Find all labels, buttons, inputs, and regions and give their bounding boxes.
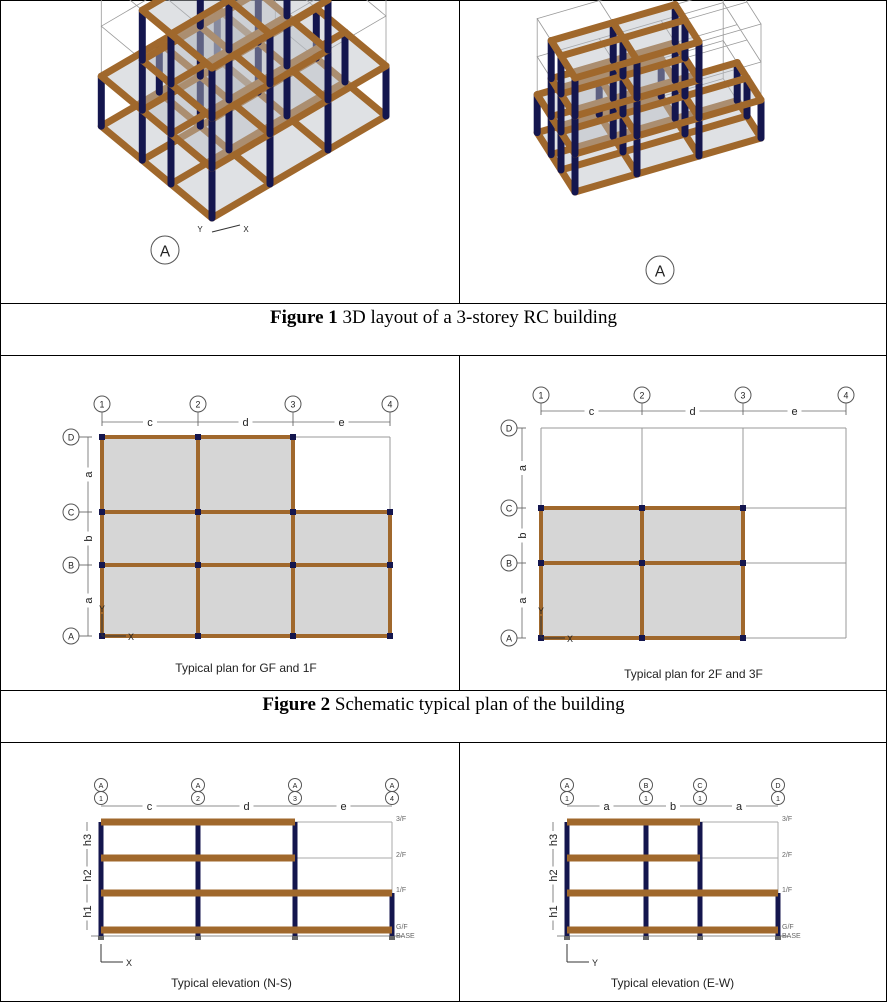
plan-gf-1f-column [99, 562, 105, 568]
elev-ew-title: Typical elevation (E-W) [610, 976, 735, 990]
plan-gf-1f-slab [293, 512, 390, 565]
elev-ns-height-label: h3 [82, 833, 94, 847]
plan-gf-1f-slab [198, 512, 293, 565]
plan-2f-3f-column [538, 560, 544, 566]
plan-gf-1f-dim-x: c [147, 417, 153, 429]
3d-right-grid-A-label: A [654, 263, 666, 281]
elev-ew-height-label: h2 [548, 869, 560, 882]
figure1-caption: Figure 1 3D layout of a 3-storey RC building [270, 307, 617, 328]
elev-ew-bubble-bottom-label: 1 [776, 794, 780, 803]
elev-ew-bubble-top-label: B [643, 781, 649, 790]
plan-2f-3f-column [740, 635, 746, 641]
plan-gf-1f-column [387, 509, 393, 515]
plan-gf-1f-column [195, 434, 201, 440]
elev-ew-height-label: h3 [548, 833, 560, 847]
elev-ew-dim: a [603, 801, 610, 813]
axis-x-label: X [243, 225, 249, 234]
elev-ns-height-label: h2 [82, 869, 94, 882]
elev-ns-bubble-top-label: A [389, 781, 395, 790]
elev-ew-floor-label: G/F [782, 924, 794, 931]
plan-gf-1f-dim-y: a [83, 597, 95, 604]
plan-gf-1f-column [99, 434, 105, 440]
plan-2f-3f-slab [541, 508, 642, 563]
elev-ns-bubble-bottom-label: 1 [99, 794, 103, 803]
plan-2f-3f-column [639, 560, 645, 566]
3d-left-grid-A-label: A [159, 243, 171, 261]
elev-ns-bubble-top-label: A [292, 781, 298, 790]
elev-ew-support [775, 936, 781, 940]
elev-ns-bubble-bottom-label: 2 [196, 794, 200, 803]
plan-gf-1f-col-1-label: 1 [99, 399, 105, 410]
plan-gf-1f-slab [102, 437, 198, 512]
plan-gf-1f-slab [198, 437, 293, 512]
elev-ew-bubble-top-label: A [564, 781, 570, 790]
plan-gf-1f-slab [198, 565, 293, 636]
elev-ew-floor-label: 1/F [782, 887, 793, 894]
plan-2f-3f-column [538, 505, 544, 511]
elev-ew-axis-label: Y [591, 958, 599, 968]
elev-ns-floor-label: 2/F [396, 852, 407, 859]
plan-gf-1f-slab [102, 565, 198, 636]
plan-2f-3f-dim-y: a [517, 464, 529, 472]
elev-ew-bubble-bottom-label: 1 [698, 794, 702, 803]
3d-view-left [101, 0, 386, 218]
plan-gf-1f-row-C-label: C [67, 507, 75, 518]
elev-ns-support [389, 936, 395, 940]
elev-ew-base-label: BASE [782, 933, 801, 940]
plan-gf-1f-row-B-label: B [68, 560, 74, 571]
elev-ns-axis-label: X [125, 958, 133, 968]
plan-gf-1f-column [290, 434, 296, 440]
figure2-caption: Figure 2 Schematic typical plan of the building [262, 694, 625, 715]
plan-2f-3f-axis-y-label: Y [537, 606, 545, 616]
plan-2f-3f-dim-x: e [791, 406, 798, 418]
plan-gf-1f-title: Typical plan for GF and 1F [175, 661, 317, 675]
elev-ns-bubble-top-label: A [195, 781, 201, 790]
elev-ns-support [98, 936, 104, 940]
elev-ew-bubble-top-label: C [697, 781, 703, 790]
elev-ns-support [292, 936, 298, 940]
plan-gf-1f-col-2-label: 2 [195, 399, 201, 410]
plan-2f-3f-col-3-label: 3 [740, 390, 746, 401]
plan-2f-3f-row-C-label: C [505, 503, 513, 514]
plan-2f-3f-slab [642, 508, 743, 563]
plan-gf-1f-slab [102, 512, 198, 565]
plan-2f-3f-column [639, 635, 645, 641]
3d-view-right [537, 0, 761, 192]
plan-gf-1f-dim-x: e [338, 417, 345, 429]
elev-ns-bubble-bottom-label: 4 [390, 794, 394, 803]
plan-2f-3f-row-B-label: B [506, 558, 512, 569]
elev-ew-dim: a [735, 801, 743, 813]
plan-gf-1f-column [387, 562, 393, 568]
plan-gf-1f-axis-y-label: Y [98, 604, 106, 614]
plan-gf-1f-column [290, 509, 296, 515]
elev-ew-support [643, 936, 649, 940]
plan-2f-3f-dim-x: c [588, 406, 595, 418]
plan-gf-1f-column [195, 562, 201, 568]
elev-ns-title: Typical elevation (N-S) [171, 976, 292, 990]
elev-ew-bubble-bottom-label: 1 [565, 794, 569, 803]
elev-ns-dim: e [340, 801, 347, 813]
plan-2f-3f-title: Typical plan for 2F and 3F [624, 667, 763, 681]
plan-2f-3f-dim-y: b [517, 532, 529, 539]
elev-ew-floor-label: 2/F [782, 852, 793, 859]
plan-2f-3f-col-4-label: 4 [843, 390, 849, 401]
plan-gf-1f-column [99, 509, 105, 515]
plan-gf-1f-column [387, 633, 393, 639]
plan-2f-3f-row-A-label: A [506, 633, 512, 644]
elev-ns-dim: d [243, 801, 250, 813]
elev-ew-support [697, 936, 703, 940]
elev-ew-bubble-bottom-label: 1 [644, 794, 648, 803]
x-axis-arrow [212, 225, 240, 232]
plan-gf-1f-dim-x: d [242, 417, 249, 429]
plan-2f-3f-row-D-label: D [505, 423, 513, 434]
elev-ns-support [195, 936, 201, 940]
elev-ns-dim: c [146, 801, 153, 813]
plan-gf-1f-column [195, 509, 201, 515]
plan-2f-3f-dim-x: d [689, 406, 696, 418]
axis-y-label: Y [197, 225, 203, 234]
elev-ns-bubble-top-label: A [98, 781, 104, 790]
elev-ew-bubble-top-label: D [775, 781, 781, 790]
plan-gf-1f-col-3-label: 3 [290, 399, 296, 410]
plan-gf-1f-dim-y: b [83, 535, 95, 542]
elev-ns-bubble-bottom-label: 3 [293, 794, 297, 803]
plan-gf-1f-col-4-label: 4 [387, 399, 393, 410]
plan-gf-1f-column [290, 562, 296, 568]
plan-gf-1f-slab [293, 565, 390, 636]
plan-2f-3f-col-2-label: 2 [639, 390, 645, 401]
plan-gf-1f-row-A-label: A [68, 631, 74, 642]
elev-ew-height-label: h1 [548, 905, 560, 918]
plan-2f-3f-axis-x-label: X [566, 634, 574, 644]
plan-gf-1f-axis-x-label: X [127, 632, 135, 642]
plan-gf-1f-column [195, 633, 201, 639]
plan-2f-3f-column [639, 505, 645, 511]
elev-ns-floor-label: 1/F [396, 887, 407, 894]
elev-ns-floor-label: G/F [396, 924, 408, 931]
plan-gf-1f-dim-y: a [83, 471, 95, 478]
plan-2f-3f-column [740, 505, 746, 511]
elev-ns-height-label: h1 [82, 905, 94, 918]
elev-ns-floor-label: 3/F [396, 816, 407, 823]
elev-ew-floor-label: 3/F [782, 816, 793, 823]
plan-2f-3f-slab [642, 563, 743, 638]
plan-2f-3f-slab [541, 563, 642, 638]
plan-gf-1f-column [290, 633, 296, 639]
elev-ew-support [564, 936, 570, 940]
plan-gf-1f-row-D-label: D [67, 432, 75, 443]
elev-ns-base-label: BASE [396, 933, 415, 940]
elev-ew-dim: b [669, 801, 677, 813]
plan-2f-3f-dim-y: a [517, 597, 529, 604]
wireframe-line [723, 3, 761, 62]
plan-2f-3f-column [740, 560, 746, 566]
plan-2f-3f-col-1-label: 1 [538, 390, 544, 401]
